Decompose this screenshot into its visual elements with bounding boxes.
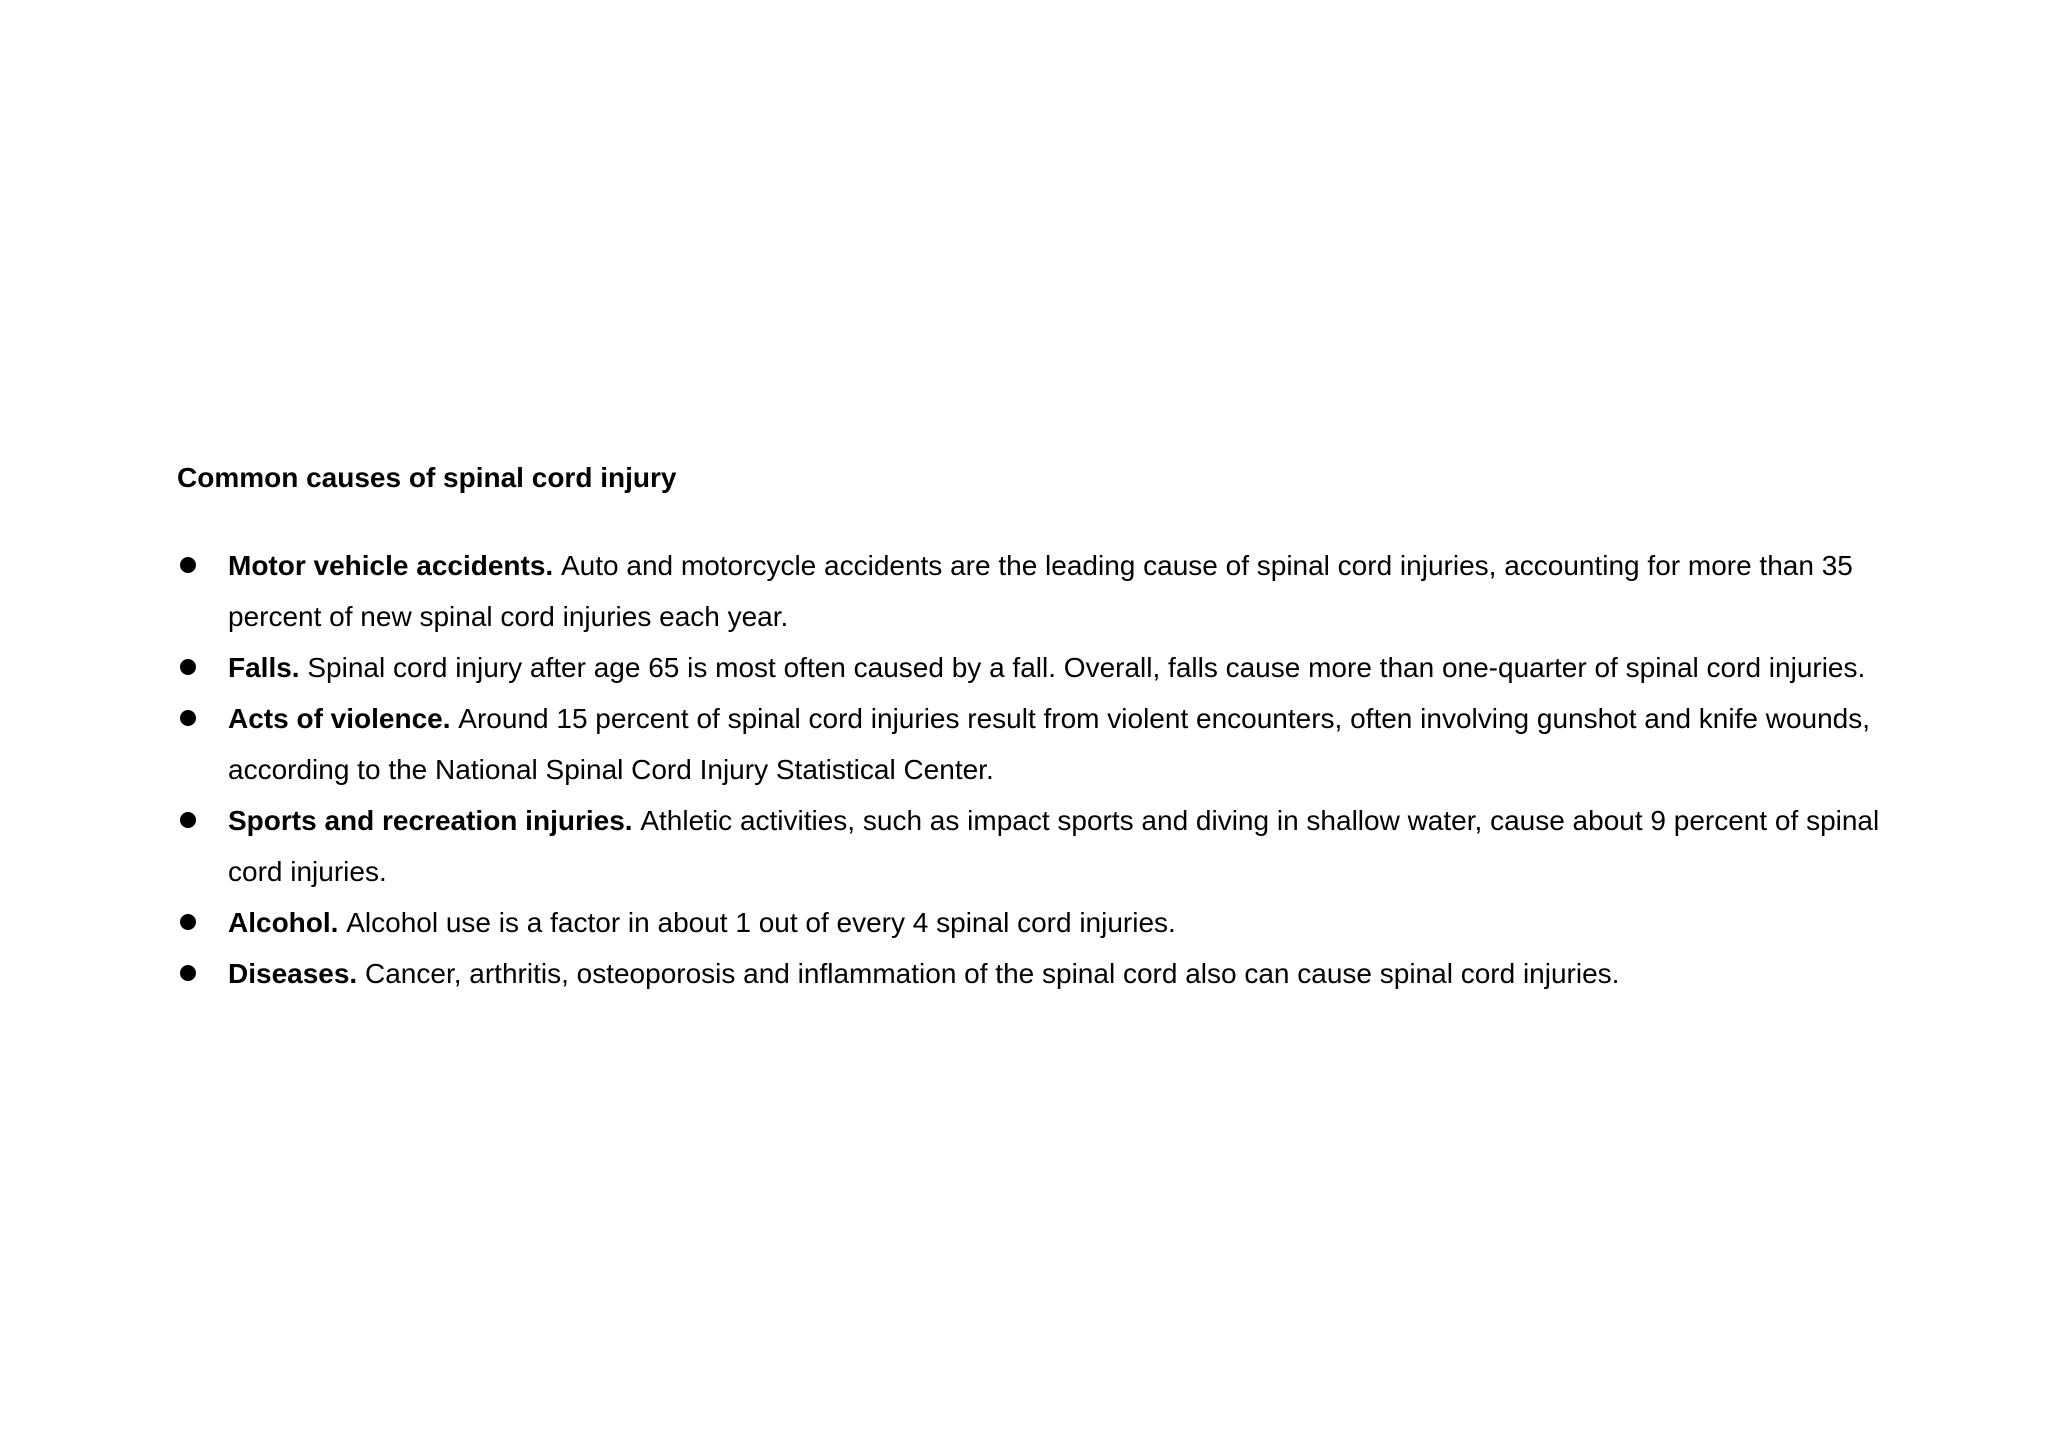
list-item [177,642,1897,693]
cause-description: Cancer, arthritis, osteoporosis and inflammation of the spinal cord also can cause spinal cord injuries. [365,958,1620,989]
cause-description: Around 15 percent of spinal cord injuries result from violent encounters, often involving gunshot and knife wounds, according to the National Spinal Cord Injury Statistical Center. [228,703,1871,785]
bullet-icon [180,914,196,930]
cause-description: Athletic activities, such as impact sports and diving in shallow water, cause about 9 percent of spinal cord injuries. [228,805,1880,887]
bullet-icon [180,965,196,981]
cause-term: Sports and recreation injuries. [228,805,641,836]
list-item [177,540,1897,642]
document-content [177,458,1897,999]
list-item [177,948,1897,999]
cause-term: Alcohol. [228,907,347,938]
cause-term: Falls. [228,652,308,683]
list-item [177,693,1897,795]
cause-description: Alcohol use is a factor in about 1 out of every 4 spinal cord injuries. [346,907,1176,938]
section-heading: Common causes of spinal cord injury [177,462,677,493]
cause-term: Motor vehicle accidents. [228,550,561,581]
cause-description: Auto and motorcycle accidents are the leading cause of spinal cord injuries, accounting for more than 35 percent of new spinal cord injuries each year. [228,550,1853,632]
bullet-icon [180,557,196,573]
causes-list [177,540,1897,999]
list-item [177,897,1897,948]
list-item [177,795,1897,897]
bullet-icon [180,659,196,675]
bullet-icon [180,812,196,828]
cause-term: Acts of violence. [228,703,459,734]
bullet-icon [180,710,196,726]
cause-term: Diseases. [228,958,365,989]
cause-description: Spinal cord injury after age 65 is most often caused by a fall. Overall, falls cause more than one-quarter of spinal cord injuries. [307,652,1866,683]
